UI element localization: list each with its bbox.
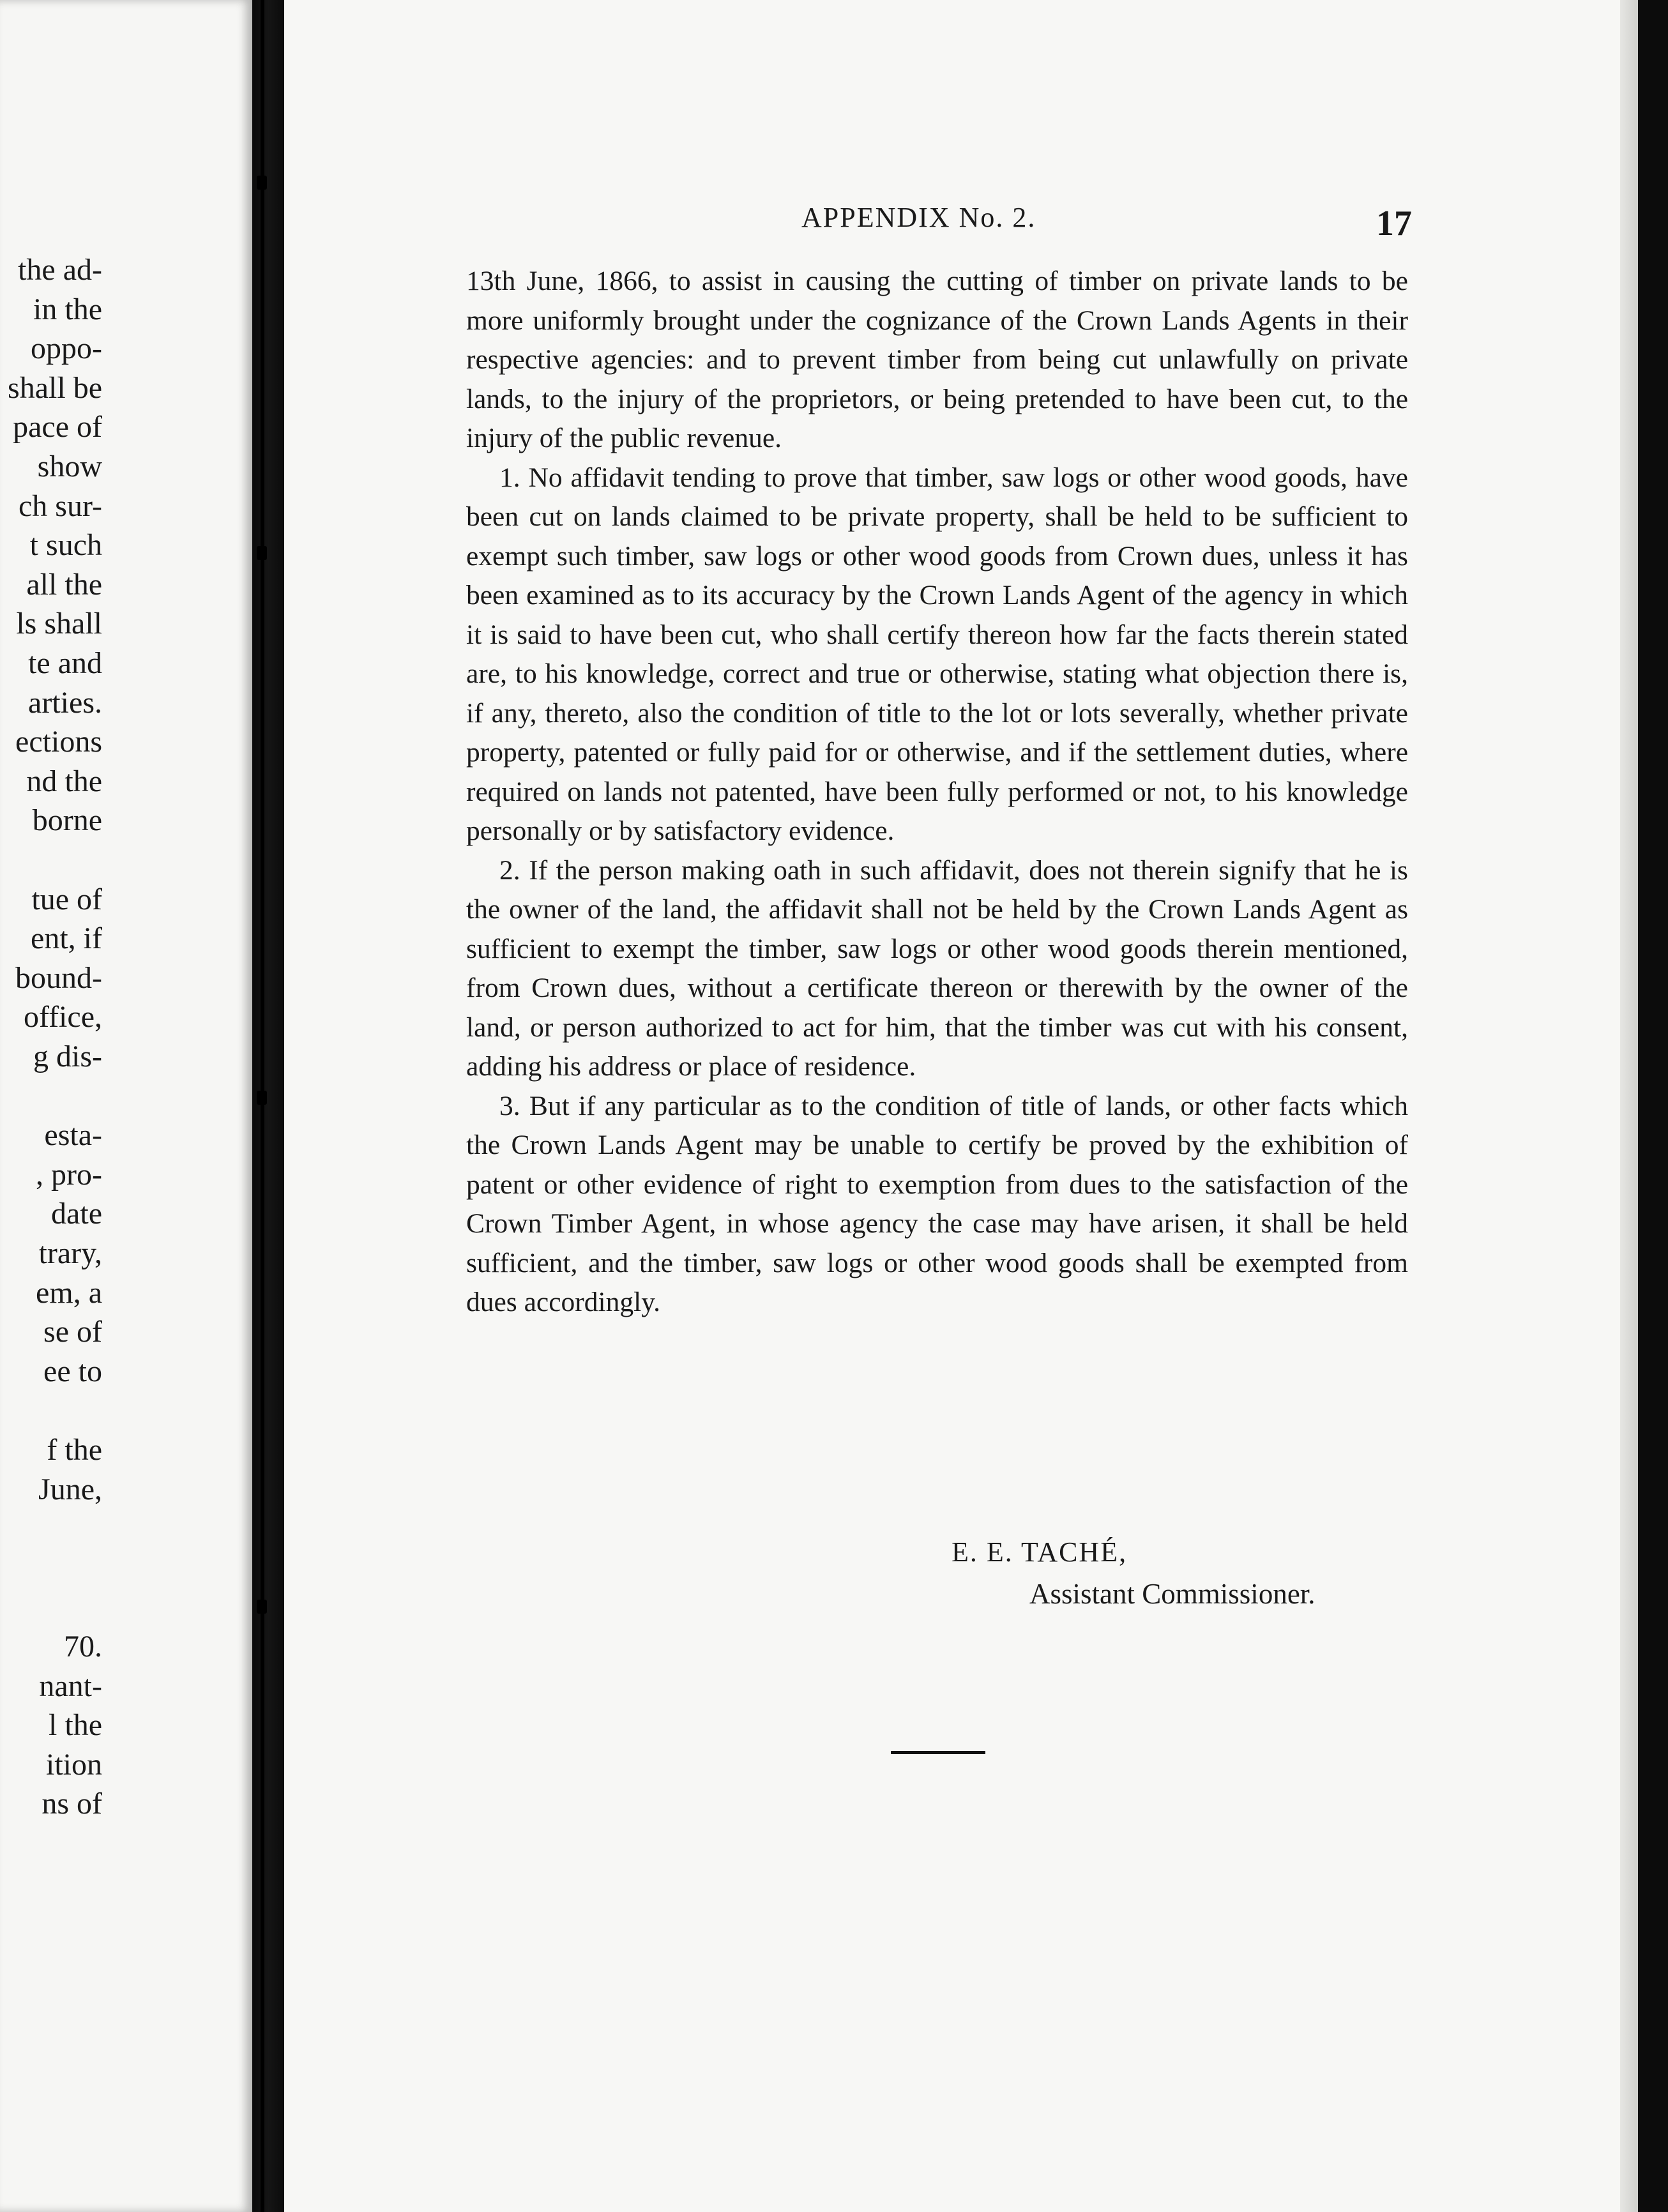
previous-page-line: t such: [29, 528, 102, 563]
previous-page-line: , pro-: [36, 1157, 102, 1192]
previous-page-line: ent, if: [31, 921, 102, 956]
binding-stitch: [257, 1600, 267, 1614]
previous-page-line: tue of: [31, 882, 102, 916]
scan-border: [1638, 0, 1668, 2212]
previous-page-line: show: [37, 450, 102, 483]
previous-page-line: se of: [43, 1315, 102, 1349]
previous-page-line: June,: [38, 1472, 102, 1506]
previous-page-line: arties.: [28, 685, 102, 720]
previous-page-line: te and: [28, 646, 102, 680]
binding-stitch: [257, 1091, 267, 1105]
running-head: APPENDIX No. 2.: [801, 202, 1036, 233]
signature-name: E. E. TACHÉ,: [952, 1536, 1128, 1568]
previous-page-line: em, a: [36, 1275, 102, 1310]
previous-page-fragment: [0, 0, 252, 2212]
previous-page-line: nd the: [26, 764, 102, 798]
intro-paragraph: 13th June, 1866, to assist in causing the cutting of timber on private lands to be more uniformly brought under the cognizance of the Crown Lands Agents in their respective agencies: and to prevent timber from being cut unlawfully on private lands, to the injury of the proprietors, or being pretended to have been cut, to the injury of the public revenue.: [466, 266, 1408, 453]
previous-page-line: g dis-: [33, 1040, 102, 1073]
page-edge: [1620, 0, 1638, 2212]
binding-stitch: [257, 176, 267, 190]
previous-page-line: shall be: [8, 370, 102, 405]
previous-page-line: date: [51, 1197, 102, 1231]
signature-title: Assistant Commissioner.: [1029, 1578, 1315, 1610]
previous-page-line: pace of: [13, 410, 102, 444]
previous-page-line: ls shall: [16, 607, 102, 641]
previous-page-line: f the: [47, 1433, 102, 1467]
previous-page-line: office,: [23, 1000, 102, 1034]
previous-page-line: all the: [26, 567, 102, 602]
paragraph-3: 3. But if any particular as to the condition of title of lands, or other facts which the Crown Lands Agent may be unable to certify be proved by the exhibition of patent or other evidence of right to exemption from dues to the satisfaction of the Crown Timber Agent, in whose agency the case may have arisen, it shall be held sufficient, and the timber, saw logs or other wood goods shall be exempted from dues accordingly.: [466, 1090, 1408, 1317]
previous-page-line: borne: [32, 803, 102, 838]
previous-page-line: esta-: [44, 1118, 102, 1153]
previous-page-line: ition: [45, 1747, 102, 1782]
previous-page-line: nant-: [39, 1669, 102, 1703]
page-number: 17: [1376, 204, 1412, 243]
previous-page-line: trary,: [38, 1236, 102, 1270]
paragraph-2: 2. If the person making oath in such affidavit, does not therein signify that he is the owner of the land, the affidavit shall not be held by the Crown Lands Agent as sufficient to exempt the timber, saw logs or other wood goods therein mentioned, from Crown dues, without a certificate thereon or therewith by the owner of the land, or person authorized to act for him, that the timber was cut with his consent, adding his address or place of residence.: [466, 854, 1408, 1082]
binding-stitch: [257, 546, 267, 560]
previous-page-line: oppo-: [31, 331, 102, 366]
previous-page-line: ee to: [43, 1354, 102, 1388]
end-rule: [891, 1751, 985, 1754]
binding-line: [261, 0, 264, 2212]
previous-page-line: in the: [33, 292, 102, 326]
previous-page-line: bound-: [15, 960, 102, 995]
previous-page-line: the ad-: [18, 253, 102, 287]
previous-page-line: ch sur-: [19, 489, 102, 523]
book-gutter: [252, 0, 284, 2212]
paragraph-1: 1. No affidavit tending to prove that timber, saw logs or other wood goods, have been cut on lands claimed to be private property, shall be held to be sufficient to exempt such timber, saw logs or other wood goods from Crown dues, unless it has been examined as to its accuracy by the Crown Lands Agent of the agency in which it is said to have been cut, who shall certify thereon how far the facts therein stated are, to his knowledge, correct and true or otherwise, stating what objection there is, if any, thereto, also the condition of title to the lot or lots severally, whether private property, patented or fully paid for or otherwise, and if the settlement duties, where required on lands not patented, have been fully performed or not, to his knowledge personally or by satisfactory evidence.: [466, 462, 1408, 846]
previous-page-line: 70.: [64, 1630, 102, 1663]
previous-page-line: ns of: [42, 1787, 102, 1821]
body-text: [466, 262, 1408, 1322]
previous-page-line: l the: [49, 1708, 102, 1743]
previous-page-line: ections: [15, 725, 102, 759]
